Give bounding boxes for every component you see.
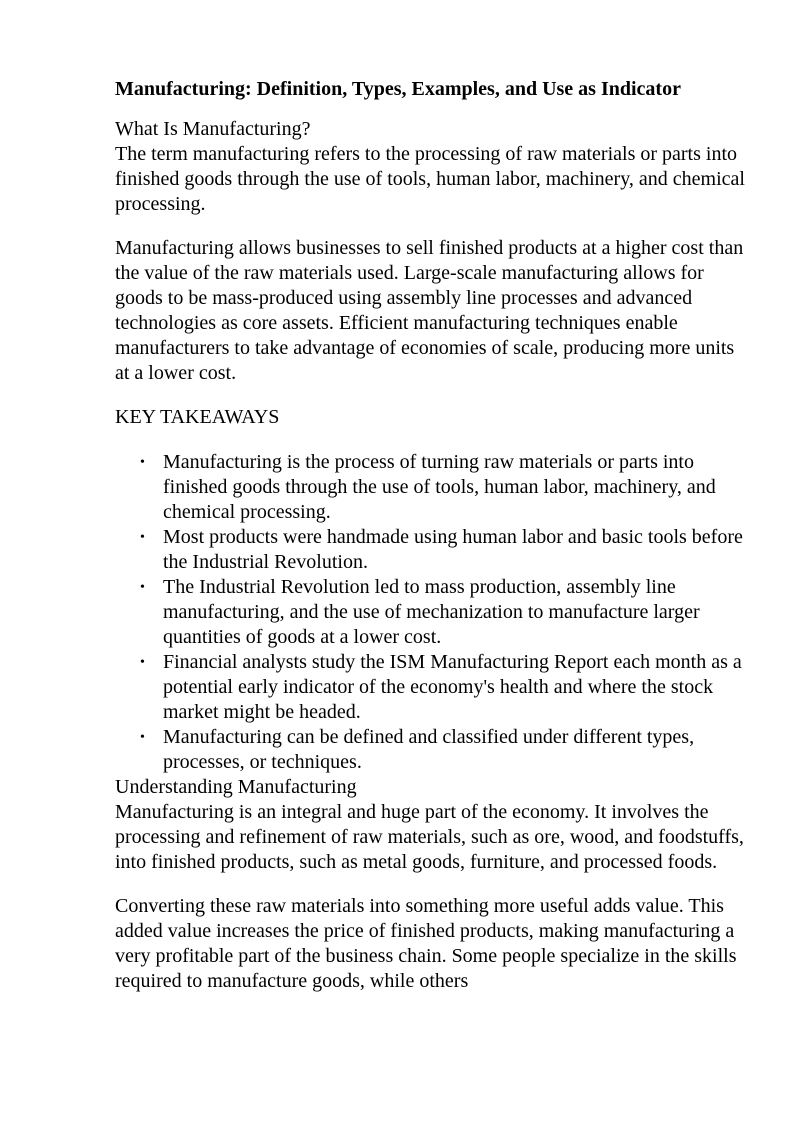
list-item-text: Manufacturing is the process of turning raw materials or parts into finished goods through the use of tools, human labor, machinery, and chemical processing. — [163, 451, 716, 523]
list-item — [140, 725, 745, 775]
list-item — [140, 525, 745, 575]
paragraph-added-value: Converting these raw materials into something more useful adds value. This added value increases the price of finished products, making manufacturing a very profitable part of the business chain. Some people specialize in the skills required to manufacture goods, while others — [115, 895, 737, 992]
list-item-text: The Industrial Revolution led to mass production, assembly line manufacturing, and the use of mechanization to manufacture larger quantities of goods at a lower cost. — [163, 576, 700, 648]
paragraph-integral-part: Manufacturing is an integral and huge part of the economy. It involves the processing and refinement of raw materials, such as ore, wood, and foodstuffs, into finished products, such as metal goods, furniture, and processed foods. — [115, 801, 744, 873]
list-item-text: Financial analysts study the ISM Manufacturing Report each month as a potential early indicator of the economy's health and where the stock market might be headed. — [163, 651, 742, 723]
list-item-text: Manufacturing can be defined and classified under different types, processes, or techniques. — [163, 726, 695, 773]
list-item — [140, 450, 745, 525]
list-item — [140, 650, 745, 725]
document-title: Manufacturing: Definition, Types, Examples, and Use as Indicator — [115, 78, 681, 100]
bullet-icon: • — [140, 580, 145, 595]
bullet-icon: • — [140, 730, 145, 745]
bullet-icon: • — [140, 455, 145, 470]
bullet-icon: • — [140, 530, 145, 545]
paragraph-economies-of-scale: Manufacturing allows businesses to sell finished products at a higher cost than the value of the raw materials used. Large-scale manufacturing allows for goods to be mass-produced using assembly line processes and advanced technologies as core assets. Efficient manufacturing techniques enable manufacturers to take advantage of economies of scale, producing more units at a lower cost. — [115, 237, 744, 384]
section-heading-what-is-manufacturing: What Is Manufacturing? — [115, 118, 311, 140]
key-takeaways-list — [115, 450, 745, 775]
list-item — [140, 575, 745, 650]
bullet-icon: • — [140, 655, 145, 670]
section-heading-understanding-manufacturing: Understanding Manufacturing — [115, 776, 357, 798]
list-item-text: Most products were handmade using human labor and basic tools before the Industrial Revolution. — [163, 526, 743, 573]
paragraph-definition: The term manufacturing refers to the processing of raw materials or parts into finished goods through the use of tools, human labor, machinery, and chemical processing. — [115, 143, 745, 215]
key-takeaways-heading: KEY TAKEAWAYS — [115, 406, 280, 428]
document-page — [115, 75, 745, 994]
